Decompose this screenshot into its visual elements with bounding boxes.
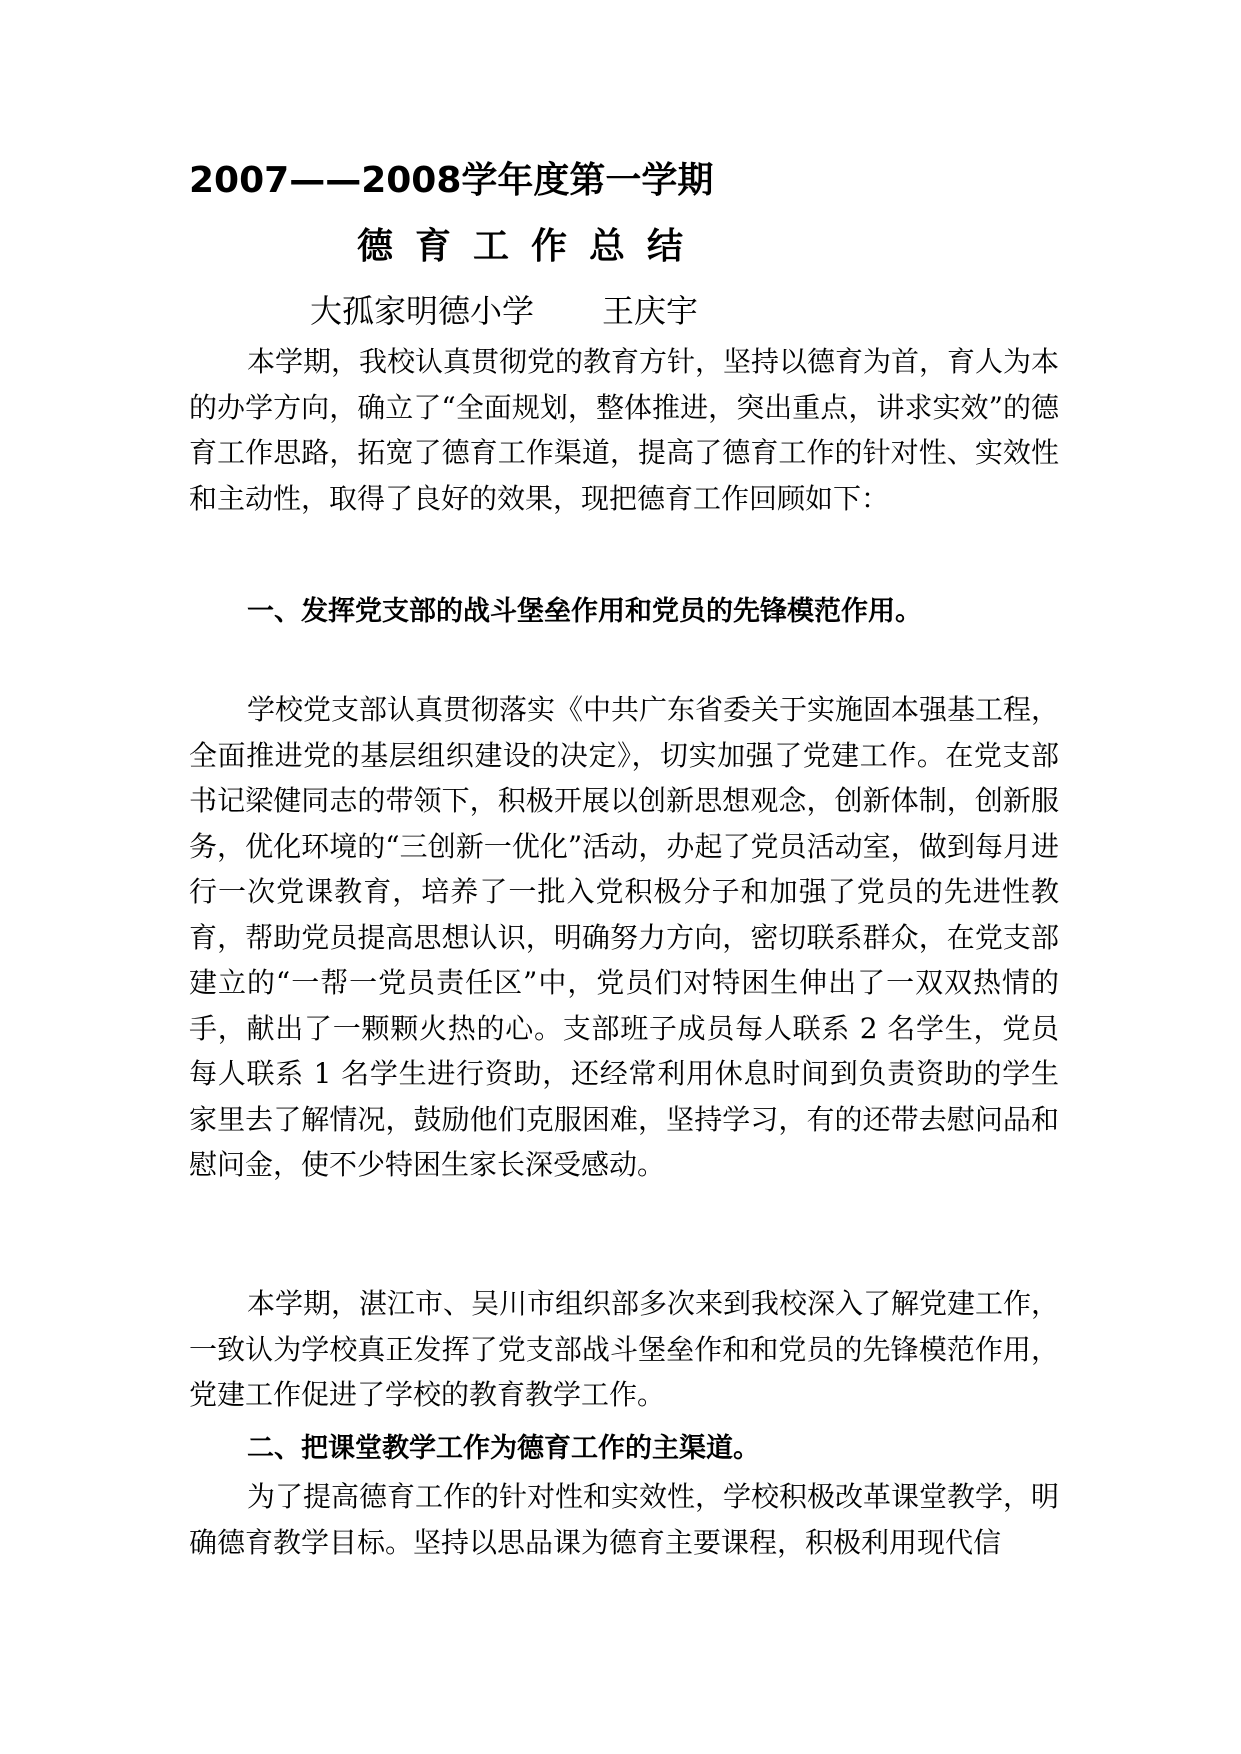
section-1-paragraph-2: 本学期，湛江市、吴川市组织部多次来到我校深入了解党建工作，一致认为学校真正发挥了党支部战斗堡垒作和和党员的先锋模范作用，党建工作促进了学校的教育教学工作。 <box>189 1287 1060 1411</box>
section-1-paragraph-1: 学校党支部认真贯彻落实《中共广东省委关于实施固本强基工程，全面推进党的基层组织建设的决定》，切实加强了党建工作。在党支部书记梁健同志的带领下，积极开展以创新思想观念，创新体制，创新服务，优化环境的“三创新一优化”活动，办起了党员活动室，做到每月进行一次党课教育，培养了一批入党积极分子和加强了党员的先进性教育，帮助党员提高思想认识，明确努力方向，密切联系群众，在党支部建立的“一帮一党员责任区”中，党员们对特困生伸出了一双双热情的手，献出了一颗颗火热的心。支部班子成员每人联系 2 名学生，党员每人联系 1 名学生进行资助，还经常利用休息时间到负责资助的学生家里去了解情况，鼓励他们克服困难，坚持学习，有的还带去慰问品和慰问金，使不少特困生家长深受感动。 <box>189 693 1060 1181</box>
author-line <box>310 288 910 334</box>
document-title-line1: 2007——2008学年度第一学期 <box>189 160 714 201</box>
section-2-paragraph-1: 为了提高德育工作的针对性和实效性，学校积极改革课堂教学，明确德育教学目标。坚持以思品课为德育主要课程，积极利用现代信 <box>189 1480 1060 1559</box>
author-school: 大孤家明德小学 <box>310 292 535 330</box>
intro-paragraph: 本学期，我校认真贯彻党的教育方针，坚持以德育为首，育人为本的办学方向，确立了“全面规划，整体推进，突出重点，讲求实效”的德育工作思路，拓宽了德育工作渠道，提高了德育工作的针对性、实效性和主动性，取得了良好的效果，现把德育工作回顾如下： <box>189 345 1060 515</box>
document-title-line2: 德育工作总结 <box>357 226 706 267</box>
section-heading-2: 二、把课堂教学工作为德育工作的主渠道。 <box>247 1433 760 1464</box>
section-heading-1: 一、发挥党支部的战斗堡垒作用和党员的先锋模范作用。 <box>247 596 922 627</box>
author-name: 王庆宇 <box>602 292 699 330</box>
